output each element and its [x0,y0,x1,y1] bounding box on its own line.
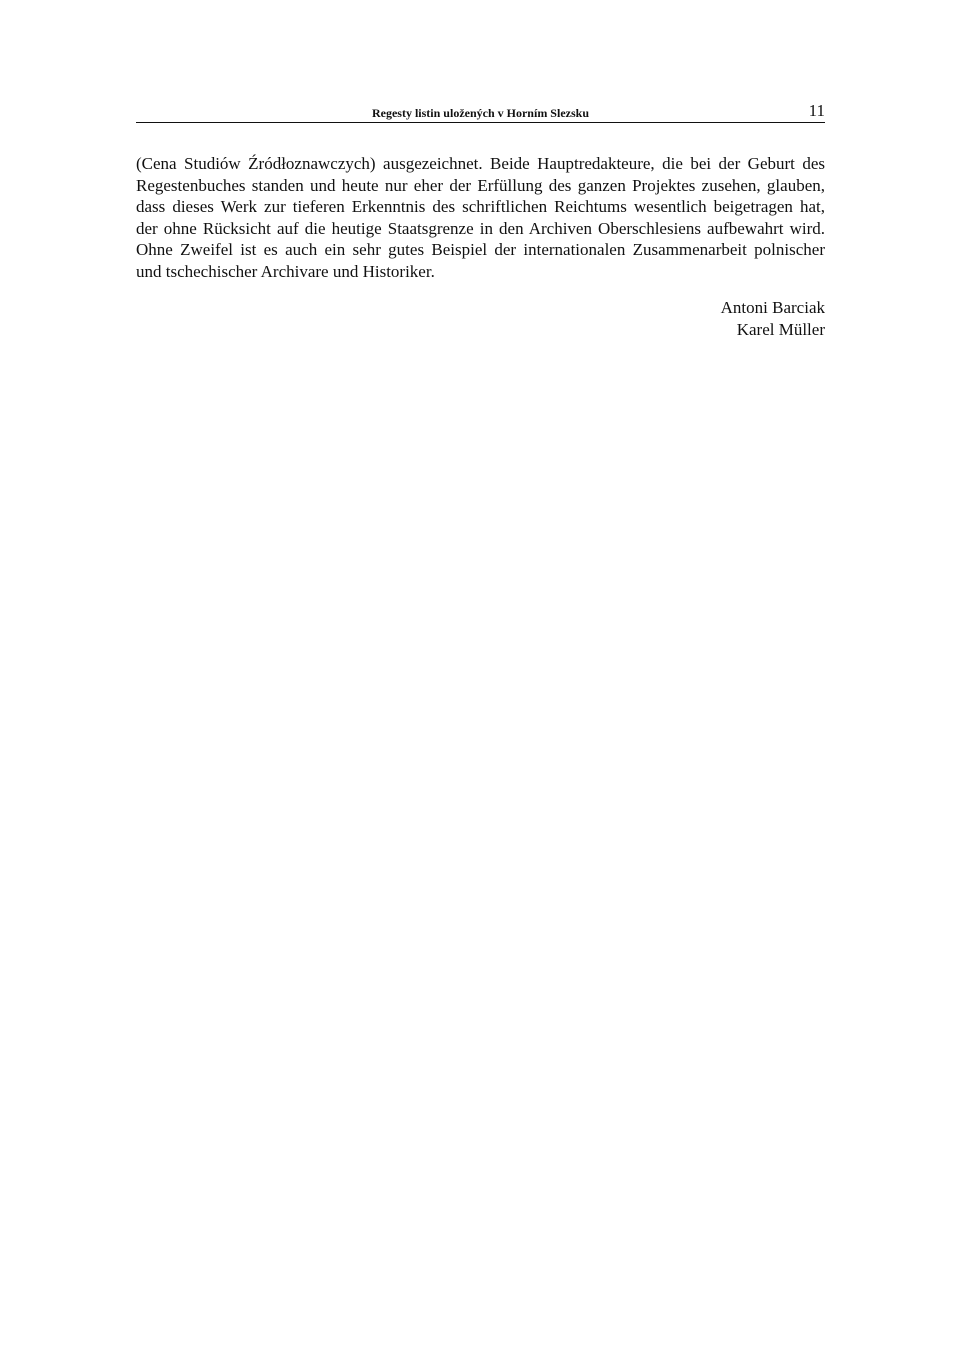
header-title: Regesty listin uložených v Horním Slezsku [371,106,589,120]
running-header [136,100,825,123]
paragraph-line: Ohne Zweifel ist es auch ein sehr gutes Beispiel der internationalen Zusammenarbeit polnischer [136,240,825,260]
page-content [136,100,825,341]
paragraph-line: dass dieses Werk zur tieferen Erkenntnis des schriftlichen Reichtums wesentlich beigetragen hat, [136,197,825,217]
paragraph-line: und tschechischer Archivare und Historiker. [136,261,435,281]
body-paragraph [136,153,825,283]
author-signature: Antoni Barciak [720,297,825,317]
paragraph-line: der ohne Rücksicht auf die heutige Staatsgrenze in den Archiven Oberschlesiens aufbewahrt wird. [136,218,825,238]
signature-block [136,297,825,341]
author-signature: Karel Müller [736,319,825,339]
paragraph-line: Regestenbuches standen und heute nur eher der Erfüllung des ganzen Projektes zusehen, glauben, [136,175,825,195]
paragraph-line: (Cena Studiów Źródłoznawczych) ausgezeichnet. Beide Hauptredakteure, die bei der Geburt des [136,154,825,173]
page-number: 11 [808,101,825,120]
